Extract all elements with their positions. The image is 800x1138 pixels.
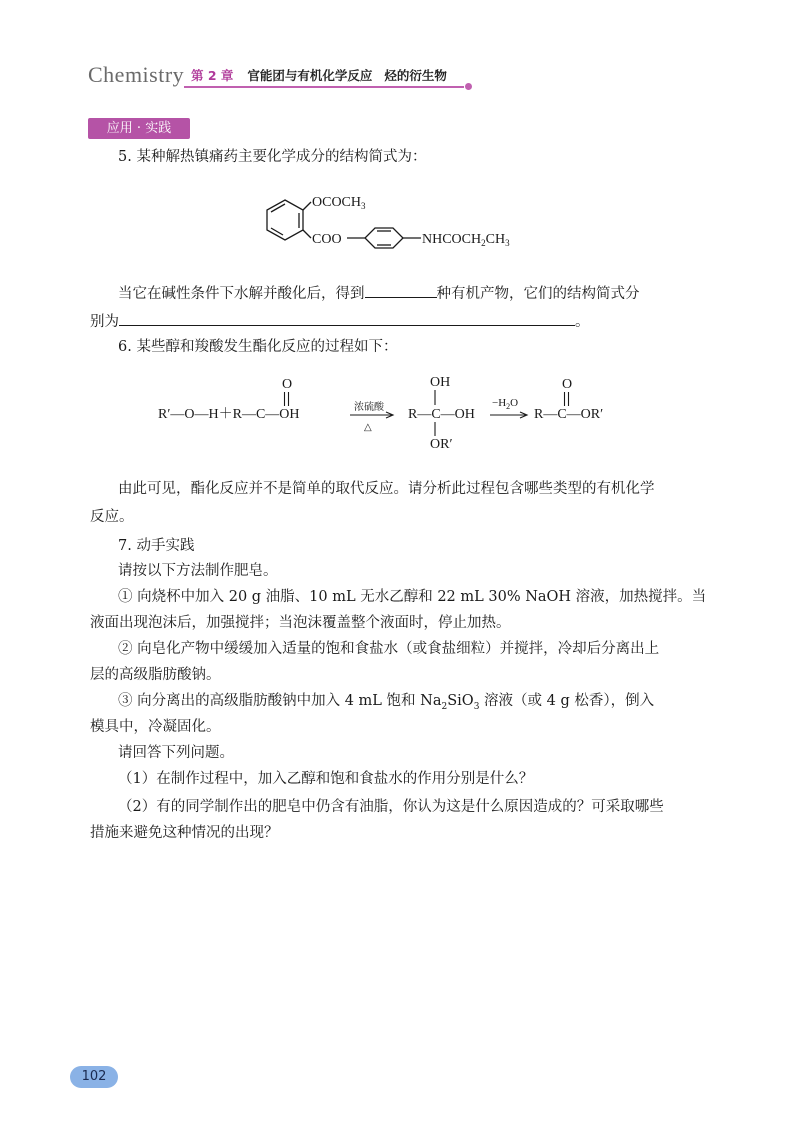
svg-text:COO: COO — [312, 232, 342, 247]
q7-step1-line1: ① 向烧杯中加入 20 g 油脂、10 mL 无水乙醇和 22 mL 30% NaOH 溶液，加热搅拌。当 — [118, 589, 707, 605]
q7-step3-line1: ③ 向分离出的高级脂肪酸钠中加入 4 mL 饱和 $Na_2SiO_3$ 溶液（或 4 g 松香），倒入 — [118, 693, 655, 712]
q7-step2-line1: ② 向皂化产物中缓缓加入适量的饱和食盐水（或食盐细粒）并搅拌，冷却后分离出上 — [118, 641, 660, 657]
chapter-number: 第 2 章 — [191, 68, 234, 83]
svg-text:OCOCH3: $OCOCH_3$ — [312, 195, 366, 211]
svg-text:−H2O: $-H_2O$ — [492, 397, 519, 411]
chapter-title: 官能团与有机化学反应 — [247, 68, 373, 83]
q7-question-2-line2: 措施来避免这种情况的出现？ — [90, 825, 279, 841]
svg-text:O: O — [562, 377, 573, 392]
q5-structure-diagram — [255, 182, 555, 262]
q7-ask: 请回答下列问题。 — [118, 745, 234, 761]
product: R—C—OR′ — [534, 407, 604, 422]
svg-text:△: △ — [364, 422, 372, 433]
reactants: R′—O—H＋R—C—OH — [158, 407, 300, 422]
q6-stem: 6. 某些醇和羧酸发生酯化反应的过程如下： — [118, 339, 398, 355]
benzene-ring-1 — [267, 200, 303, 240]
q7-question-2-line1: （2）有的同学制作出的肥皂中仍含有油脂，你认为这是什么原因造成的？可采取哪些 — [118, 799, 664, 815]
section-tag: 应用 · 实践 — [88, 118, 190, 139]
svg-text:O: O — [282, 377, 293, 392]
svg-text:NHCOCH2CH3: $NHCOCH_2CH_3$ — [422, 232, 510, 248]
q6-paragraph-line2: 反应。 — [90, 509, 134, 525]
q6-paragraph-line1: 由此可见，酯化反应并不是简单的取代反应。请分析此过程包含哪些类型的有机化学 — [118, 481, 655, 497]
answer-blank-structures — [119, 308, 575, 326]
q7-step1-line2: 液面出现泡沫后，加强搅拌；当泡沫覆盖整个液面时，停止加热。 — [90, 615, 511, 631]
q5-stem: 5. 某种解热镇痛药主要化学成分的结构简式为： — [118, 149, 427, 165]
q7-step2-line2: 层的高级脂肪酸钠。 — [90, 667, 221, 683]
running-header — [88, 58, 483, 98]
q6-reaction-diagram — [140, 372, 640, 457]
chapter-subtitle: 烃的衍生物 — [384, 68, 447, 83]
header-rule — [184, 86, 464, 88]
q7-title: 7. 动手实践 — [118, 538, 195, 554]
catalyst-label: 浓硫酸 — [354, 402, 384, 413]
q7-intro: 请按以下方法制作肥皂。 — [118, 563, 278, 579]
page-number: 102 — [70, 1066, 118, 1088]
answer-blank-count — [365, 280, 437, 298]
chapter-line — [191, 66, 447, 84]
q5-line1: 当它在碱性条件下水解并酸化后，得到 种有机产物，它们的结构简式分 — [118, 280, 640, 305]
intermediate: R—C—OH — [408, 407, 475, 422]
brand-title: Chemistry — [88, 62, 185, 87]
svg-text:OR′: OR′ — [430, 437, 453, 452]
q7-step3-line2: 模具中，冷凝固化。 — [90, 719, 221, 735]
svg-text:OH: OH — [430, 375, 451, 390]
header-rule-dot — [465, 83, 472, 90]
q7-question-1: （1）在制作过程中，加入乙醇和饱和食盐水的作用分别是什么？ — [118, 771, 534, 787]
q5-line2: 别为 。 — [90, 308, 590, 333]
